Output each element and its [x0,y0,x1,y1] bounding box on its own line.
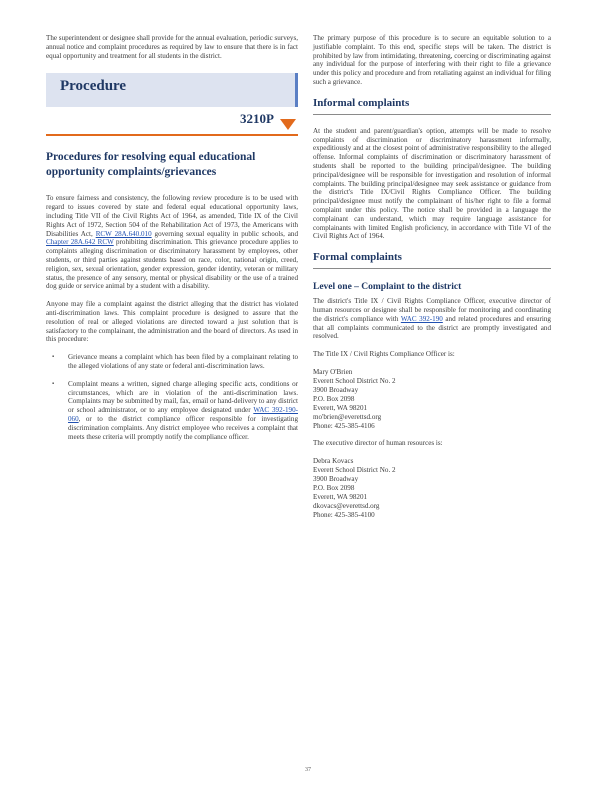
level-one-heading: Level one – Complaint to the district [313,282,462,293]
list-item: ▪ Grievance means a complaint which has been filed by a complainant relating to the alleged violations of any state or federal anti-discrimination laws. [68,353,298,371]
definitions-list [46,353,298,441]
divider [313,268,551,269]
intro-paragraph: The superintendent or designee shall provide for the annual evaluation, periodic surveys, annual notice and complaint procedures as required by law to ensure that there is in fact equal opportunity and treatment for all students in the district. [46,34,298,60]
right-column [313,34,551,528]
formal-complaints-heading: Formal complaints [313,251,402,264]
address-line: P.O. Box 2098 [313,483,355,492]
divider [313,114,551,115]
officer-intro: The Title IX / Civil Rights Compliance Officer is: [313,350,455,359]
hr-intro: The executive director of human resources is: [313,438,443,447]
email-line[interactable]: mo'brien@everettsd.org [313,412,382,421]
filing-paragraph: Anyone may file a complaint against the district alleging that the district has violated anti-discrimination laws. This complaint procedure is designed to assure that the resolution of real or alleged violations are directed toward a just solution that is satisfactory to the complainant, the administration and the board of directors. As used in this procedure: [46,300,298,344]
purpose-paragraph: The primary purpose of this procedure is to secure an equitable solution to a justifiable complaint. To this end, specific steps will be taken. The district is prohibited by law from intimidating, threatening, coercing or discriminating against any individual for the purpose of interfering with their right to file a grievance under this policy and procedure and from retaliating against an individual for filing such a grievance. [313,34,551,86]
chapter-28a-642-rcw-link[interactable]: Chapter 28A.642 RCW [46,238,114,247]
address-line: Everett, WA 98201 [313,403,368,412]
wac-392-190-link[interactable]: WAC 392-190 [400,314,443,323]
level-one-text-1: The district's Title IX / Civil Rights Compliance Officer, executive director of human resources or designee shall be responsible for monitoring and coordinating the district's compliance with [313,297,551,323]
hr-address-block [313,457,551,520]
scope-text-1: To ensure fairness and consistency, the following review procedure is to be used with regard to issues covered by state and federal equal educational opportunity laws, including Title VII of the Civil Rights Act of 1964, as amended, Title IX of the Civil Rights Act of 1972, Section 504 of the Rehabilitation Act of 1973, the Americans with Disabilities Act, [46,194,298,238]
address-line: Everett, WA 98201 [313,492,368,501]
orange-divider [46,134,298,136]
scope-text-3: prohibiting discrimination. This grievance procedure applies to complaints alleging discrimination or discriminatory harassment by employees, other students, or third parties against students based on race, color, national origin, creed, religion, sex, sexual orientation, gender expression, gender identity, veteran or military status, the presence of any sensory, mental or physical disability or the use of a trained dog guide or service animal by a student with a disability. [46,238,298,291]
level-one-paragraph [313,297,551,341]
address-line: P.O. Box 2098 [313,394,355,403]
address-line: Mary O'Brien [313,367,353,376]
address-line: Everett School District No. 2 [313,376,396,385]
triangle-down-icon [280,119,296,130]
left-column [46,34,298,450]
informal-complaints-heading: Informal complaints [313,96,410,109]
wac-392-190-060-link[interactable]: WAC 392-190-060 [68,406,298,423]
scope-paragraph [46,194,298,291]
procedure-banner [46,73,298,107]
page-number: 37 [305,767,311,773]
address-line: Everett School District No. 2 [313,465,396,474]
section-heading: Procedures for resolving equal educational opportunity complaints/grievances [46,151,256,179]
policy-code: 3210P [240,111,274,127]
informal-paragraph: At the student and parent/guardian's option, attempts will be made to resolve complaints of discrimination or discriminatory harassment informally, expeditiously and at the closest point of administrative responsibility to the alleged offense. Informal complaints of discrimination or discriminatory harassment of students shall be reported to the building principal/designee. The building principal/designee will be responsible for investigation and resolution of informal complaints. The building principal/designee may seek assistance or guidance from the district's Title IX/Civil Rights Compliance Officer. The building principal/designee must notify the complainant of his/her right to file a formal complaint under this policy. The notice shall be provided in a language the complainant can understand, which may require language assistance for complainants with limited English proficiency, in accordance with Title VI of the Civil Rights Act of 1964. [313,126,551,241]
phone-line: Phone: 425-385-4100 [313,510,375,519]
complaint-text-2: , or to the district compliance officer responsible for investigating discrimination complaints. Any district employee who receives a complaint that meets these criteria will promptly notify the compliance officer. [68,414,298,441]
officer-address-block [313,368,551,431]
scope-text-2: governing sexual equality in public schools, and [154,229,298,238]
email-line[interactable]: dkovacs@everettsd.org [313,501,380,510]
level-one-text-2: and related procedures and ensuring that all complaints communicated to the district are promptly investigated and resolved. [313,314,551,341]
rcw-28a-640-010-link[interactable]: RCW 28A.640.010 [95,229,152,238]
address-line: 3900 Broadway [313,474,359,483]
complaint-text-1: Complaint means a written, signed charge alleging specific acts, conditions or circumstances, which are in violation of the anti-discrimination laws. Complaints may be submitted by mail, fax, email or hand-delivery to any district or school administrator, or to any employee designated under [68,379,298,415]
policy-code-row [46,113,298,133]
phone-line: Phone: 425-385-4106 [313,421,375,430]
procedure-banner-title: Procedure [60,78,127,95]
address-line: 3900 Broadway [313,385,359,394]
address-line: Debra Kovacs [313,456,354,465]
list-item [68,380,298,442]
